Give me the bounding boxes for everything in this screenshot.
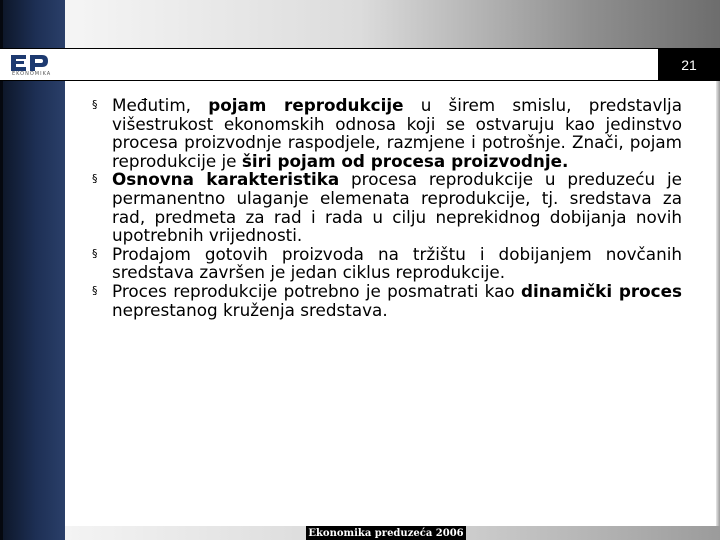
ep-logo-icon xyxy=(8,51,56,73)
page-number: 21 xyxy=(658,48,720,81)
bold-term: dinamički proces xyxy=(520,280,682,301)
bullet-marker: § xyxy=(92,172,98,186)
text-segment: u širem smislu, predstavlja višestrukost ekonomskih odnosa koji se ostvaruju kao jedinstvo procesa proizvodnje raspodjele, razmjene i potrošnje. Znači, pojam reprodukcije je xyxy=(112,95,682,171)
list-item xyxy=(92,96,682,170)
list-item xyxy=(92,282,682,319)
text-segment: Prodajom gotovih proizvoda na tržištu i dobijanjem novčanih sredstava završen je jedan ciklus reprodukcije. xyxy=(112,243,682,283)
bullet-marker: § xyxy=(92,98,98,111)
bold-term: Osnovna karakteristika xyxy=(112,169,340,190)
list-item xyxy=(92,170,682,244)
bold-term: širi pojam od procesa proizvodnje. xyxy=(241,150,569,171)
left-decor-strip xyxy=(0,0,65,540)
bullet-list xyxy=(92,96,682,319)
logo xyxy=(0,48,65,81)
bold-term: pojam reprodukcije xyxy=(208,95,404,115)
bullet-marker: § xyxy=(92,246,98,260)
logo-subtitle: EKONOMIKA xyxy=(12,71,52,77)
text-segment: neprestanog kruženja sredstava. xyxy=(112,299,388,320)
left-edge xyxy=(0,0,3,540)
footer-label: Ekonomika preduzeća 2006 xyxy=(306,526,466,540)
right-shadow xyxy=(716,81,720,540)
text-segment: procesa reprodukcije u preduzeću je permanentno ulaganje elemenata reprodukcije, tj. sredstava za rad, predmeta za rad i rada u cilju neprekidnog dobijanja novih upotrebnih vrijednosti. xyxy=(112,169,682,246)
text-segment: Međutim, xyxy=(112,95,209,115)
bullet-marker: § xyxy=(92,283,98,297)
title-bar xyxy=(65,48,720,81)
top-gradient-band xyxy=(65,0,720,48)
list-item xyxy=(92,245,682,282)
text-segment: Proces reprodukcije potrebno je posmatrati kao xyxy=(112,280,521,301)
